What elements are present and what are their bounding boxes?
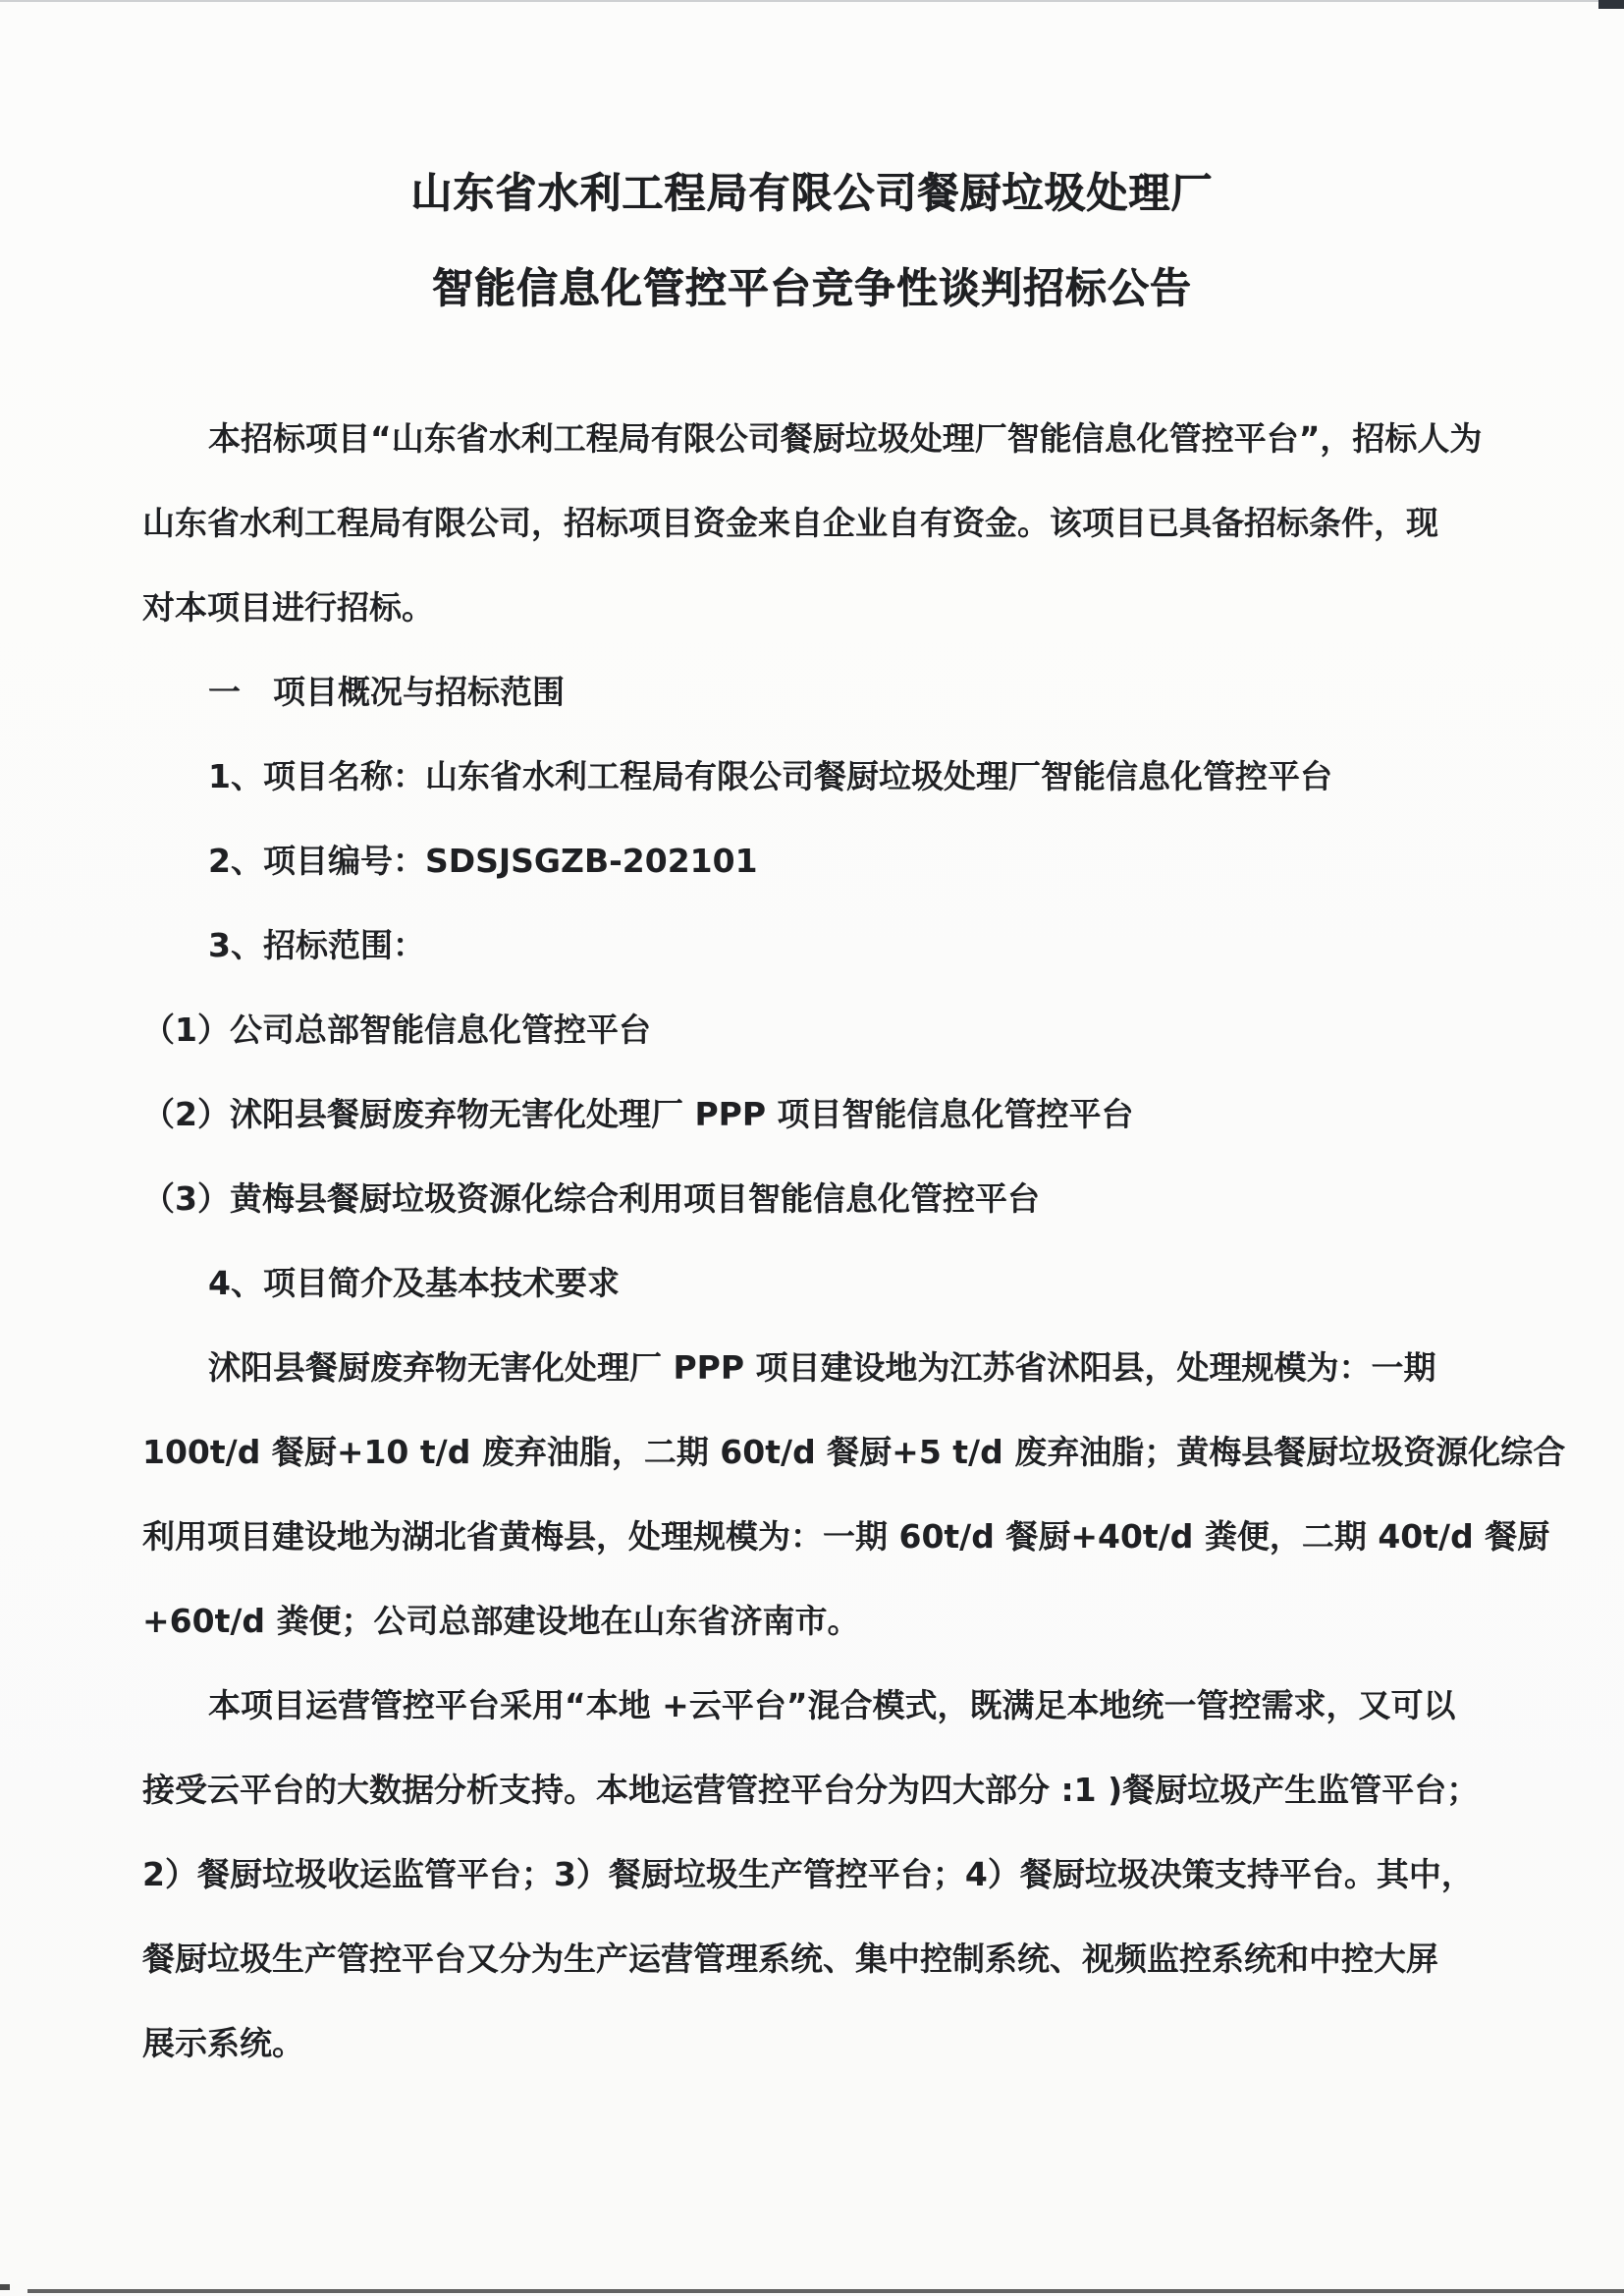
text-line: 沭阳县餐厨废弃物无害化处理厂 PPP 项目建设地为江苏省沭阳县，处理规模为：一期 [208,1348,1436,1387]
text-line: +60t/d 粪便；公司总部建设地在山东省济南市。 [142,1602,860,1640]
document-title [0,145,1624,336]
text-line: 一 项目概况与招标范围 [208,673,565,711]
text-line: 展示系统。 [142,2024,304,2062]
scan-artifact-top-edge [0,0,1624,2]
document-title-line-1: 山东省水利工程局有限公司餐厨垃圾处理厂 [410,169,1214,217]
text-line: 接受云平台的大数据分析支持。本地运营管控平台分为四大部分 :1 )餐厨垃圾产生监管平台； [142,1771,1480,1809]
text-line: （3）黄梅县餐厨垃圾资源化综合利用项目智能信息化管控平台 [142,1179,1040,1218]
text-line: 100t/d 餐厨+10 t/d 废弃油脂，二期 60t/d 餐厨+5 t/d 废弃油脂；黄梅县餐厨垃圾资源化综合 [142,1433,1566,1471]
text-line: （2）沭阳县餐厨废弃物无害化处理厂 PPP 项目智能信息化管控平台 [142,1095,1134,1133]
text-line: 2、项目编号：SDSJSGZB-202101 [208,842,758,880]
text-line: 对本项目进行招标。 [142,588,434,627]
text-line: 利用项目建设地为湖北省黄梅县，处理规模为：一期 60t/d 餐厨+40t/d 粪便，二期 40t/d 餐厨 [142,1517,1550,1556]
scan-artifact-top-right [1598,0,1624,9]
text-line: 3、招标范围： [208,926,425,964]
text-line: 1、项目名称：山东省水利工程局有限公司餐厨垃圾处理厂智能信息化管控平台 [208,757,1332,795]
scan-artifact-bottom-left [0,2284,10,2290]
document-body [142,397,1566,2086]
text-line: 餐厨垃圾生产管控平台又分为生产运营管理系统、集中控制系统、视频监控系统和中控大屏 [142,1940,1438,1978]
document-title-line-2: 智能信息化管控平台竞争性谈判招标公告 [431,264,1192,312]
scan-artifact-bottom-edge [27,2289,1624,2293]
text-line: （1）公司总部智能信息化管控平台 [142,1011,651,1049]
text-line: 本招标项目“山东省水利工程局有限公司餐厨垃圾处理厂智能信息化管控平台”，招标人为 [208,419,1483,458]
text-line: 2）餐厨垃圾收运监管平台；3）餐厨垃圾生产管控平台；4）餐厨垃圾决策支持平台。其中， [142,1855,1474,1893]
text-line: 4、项目简介及基本技术要求 [208,1264,620,1302]
text-line: 山东省水利工程局有限公司，招标项目资金来自企业自有资金。该项目已具备招标条件，现 [142,504,1438,542]
text-line: 本项目运营管控平台采用“本地 +云平台”混合模式，既满足本地统一管控需求，又可以 [208,1686,1456,1724]
